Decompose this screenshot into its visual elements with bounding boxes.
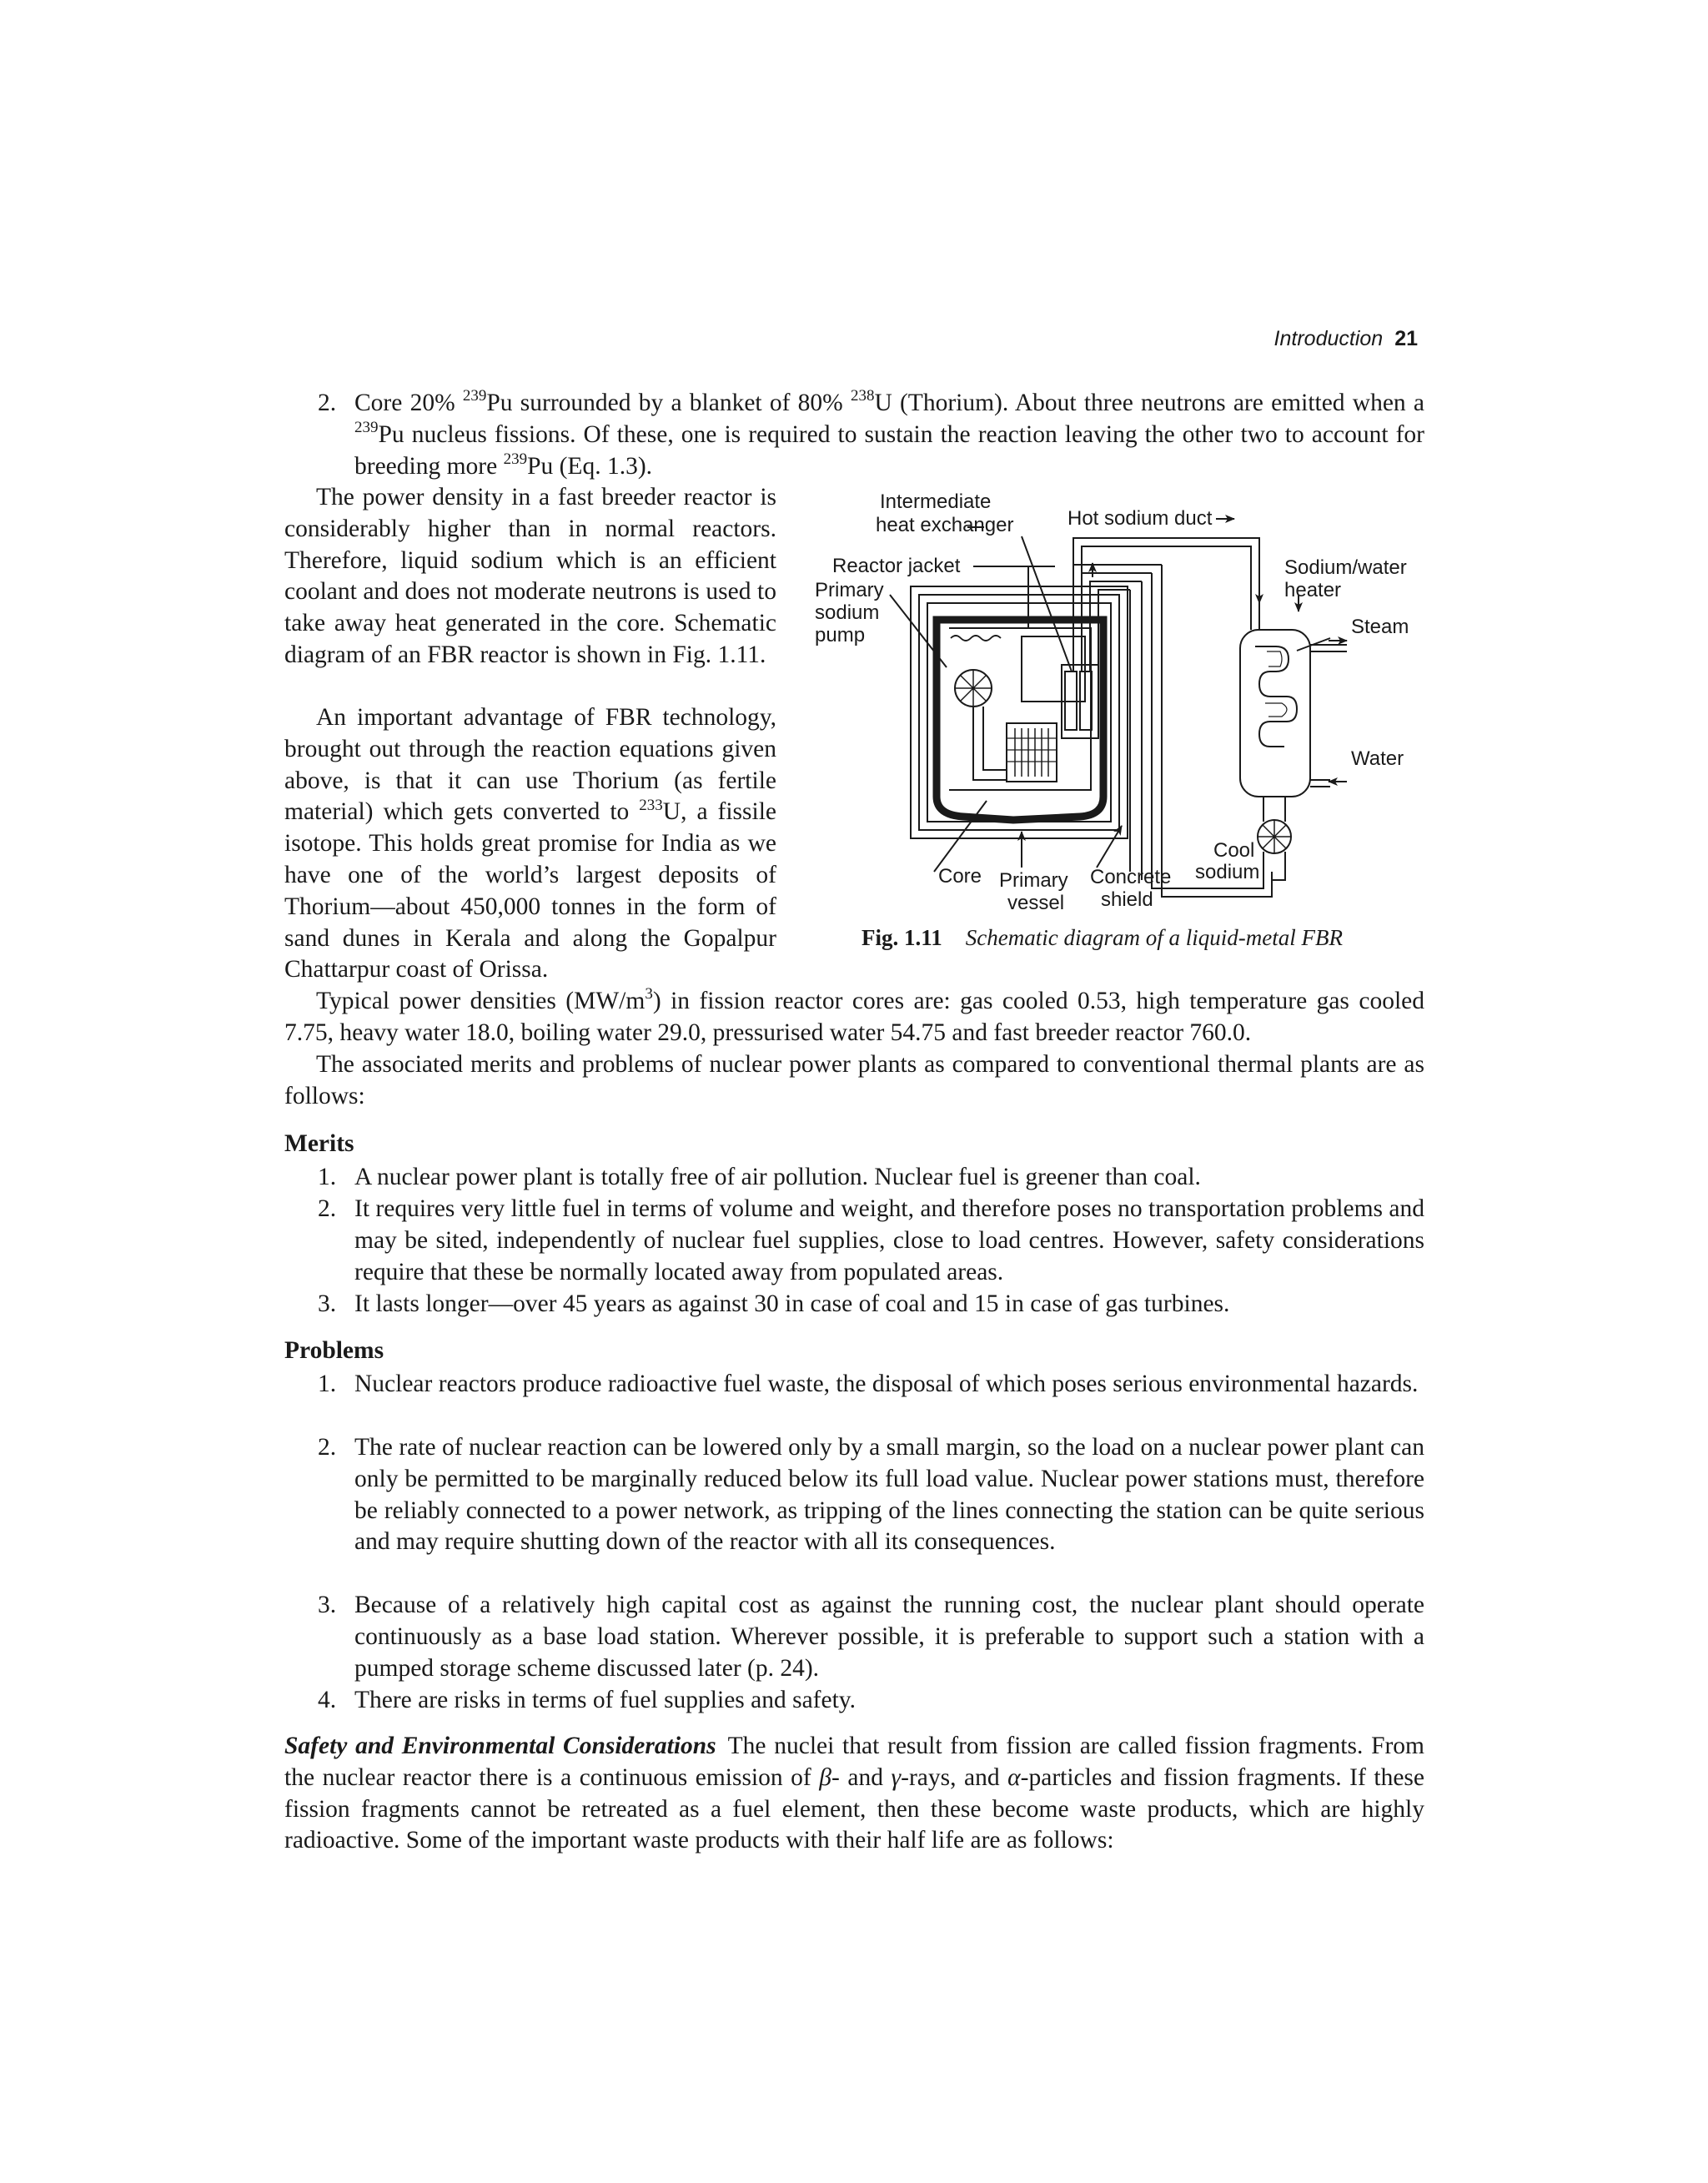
power-density-paragraph: The power density in a fast breeder reactor is considerably higher than in normal reactors. Therefore, liquid sodium which is an efficient coolant and does not moderate neutrons is used to take away heat generated in the core. Schematic diagram of an FBR reactor is shown in Fig. 1.11. — [284, 484, 776, 668]
reactor-core — [1007, 723, 1057, 782]
label-core: Core — [938, 865, 982, 888]
safety-heading: Safety and Environmental Considerations — [284, 1733, 716, 1759]
sodium-water-heater — [1240, 630, 1310, 797]
label-reactor-jacket: Reactor jacket — [832, 555, 961, 577]
problems-item-1: 1. Nuclear reactors produce radioactive fuel waste, the disposal of which poses serious environmental hazards. — [318, 1371, 1419, 1397]
fbr-advantage-paragraph: An important advantage of FBR technology, brought out through the reaction equations given above, is that it can use Thorium (as fertile material) which gets converted to $^{233}$U, a fissile isotope. This holds great promise for India as we have one of the world’s largest deposits of Thorium—about 450,000 tonnes in the form of sand dunes in Kerala and along the Gopalpur Chattarpur coast of Orissa. — [284, 704, 776, 983]
figure-caption — [862, 925, 1343, 951]
label-sodium-water-heater-1: Sodium/water — [1284, 556, 1407, 579]
label-steam: Steam — [1351, 616, 1409, 638]
problems-item-3: 3. Because of a relatively high capital cost as against the running cost, the nuclear plant should operate continuously as a base load station. Wherever possible, it is preferable to support such a station with a pumped storage scheme discussed later (p. 24). — [318, 1592, 1424, 1682]
list-number: 2. — [318, 390, 337, 416]
label-water: Water — [1351, 747, 1404, 770]
figure-caption-text: Schematic diagram of a liquid-metal FBR — [965, 925, 1343, 950]
typical-power-density-paragraph: Typical power densities $(MW/m^3)$ in fission reactor cores are: gas cooled 0.53, high temperature gas cooled 7.75, heavy water 18.0, boiling water 29.0, pressurised water 54.75 and fast breeder reactor 760.0. — [284, 985, 1424, 1046]
label-concrete-shield-2: shield — [1101, 888, 1153, 911]
concrete-shield — [911, 586, 1128, 838]
running-header — [1274, 327, 1418, 351]
label-cool-sodium-1: Cool — [1213, 839, 1255, 862]
safety-paragraph: Safety and Environmental Considerations The nuclei that result from fission are called fission fragments. From the nuclear reactor there is a continuous emission of β- and γ-rays, and α-particles and fission fragments. If these fission fragments cannot be retreated as a fuel element, then these become waste products, which are highly radioactive. Some of the important waste products with their half life are as follows: — [284, 1733, 1424, 1854]
fbr-schematic-diagram — [796, 488, 1430, 922]
problems-item-4: 4. There are risks in terms of fuel supplies and safety. — [318, 1687, 857, 1713]
label-primary-sodium-pump-2: sodium — [815, 601, 880, 624]
core-item-text: Core 20% $^{239}$Pu surrounded by a blanket of 80% $^{238}$U (Thorium). About three neutrons are emitted when a $^{239}$Pu nucleus fissions. Of these, one is required to sustain the reaction leaving the other two to account for breeding more $^{239}$Pu (Eq. 1.3). — [354, 387, 1424, 480]
label-intermediate-heat-exchanger-2: heat exchanger — [876, 514, 1014, 536]
problems-item-2: 2. The rate of nuclear reaction can be lowered only by a small margin, so the load on a nuclear power plant can only be permitted to be marginally reduced below its full load value. Nuclear power stations must, therefore be reliably connected to a power network, as tripping of the lines connecting the station can be quite serious and may require shutting down of the reactor with all its consequences. — [318, 1434, 1424, 1556]
label-hot-sodium-duct: Hot sodium duct — [1068, 507, 1213, 530]
label-primary-vessel-1: Primary — [999, 869, 1068, 892]
label-intermediate-heat-exchanger-1: Intermediate — [880, 490, 992, 513]
intermediate-heat-exchanger — [1022, 636, 1085, 702]
label-primary-vessel-2: vessel — [1007, 892, 1065, 914]
merits-item-2: 2. It requires very little fuel in terms of volume and weight, and therefore poses no transportation problems and may be sited, independently of nuclear fuel supplies, close to load centres. However, safety considerations require that these be normally located away from populated areas. — [318, 1195, 1424, 1285]
merits-heading: Merits — [284, 1130, 354, 1157]
label-concrete-shield-1: Concrete — [1090, 866, 1172, 888]
page-number: 21 — [1394, 327, 1418, 350]
header-title: Introduction — [1273, 327, 1384, 350]
merits-item-1: 1. A nuclear power plant is totally free of air pollution. Nuclear fuel is greener than coal. — [318, 1164, 1201, 1190]
figure-number: Fig. 1.11 — [862, 925, 942, 950]
label-primary-sodium-pump-3: pump — [815, 624, 866, 646]
merits-intro-paragraph: The associated merits and problems of nuclear power plants as compared to conventional thermal plants are as follows: — [284, 1051, 1424, 1109]
label-cool-sodium-2: sodium — [1195, 861, 1260, 883]
core-item — [318, 388, 1424, 482]
merits-item-3: 3. It lasts longer—over 45 years as against 30 in case of coal and 15 in case of gas turbines. — [318, 1290, 1230, 1317]
label-primary-sodium-pump-1: Primary — [815, 579, 884, 601]
label-sodium-water-heater-2: heater — [1284, 579, 1342, 601]
problems-heading: Problems — [284, 1337, 384, 1364]
